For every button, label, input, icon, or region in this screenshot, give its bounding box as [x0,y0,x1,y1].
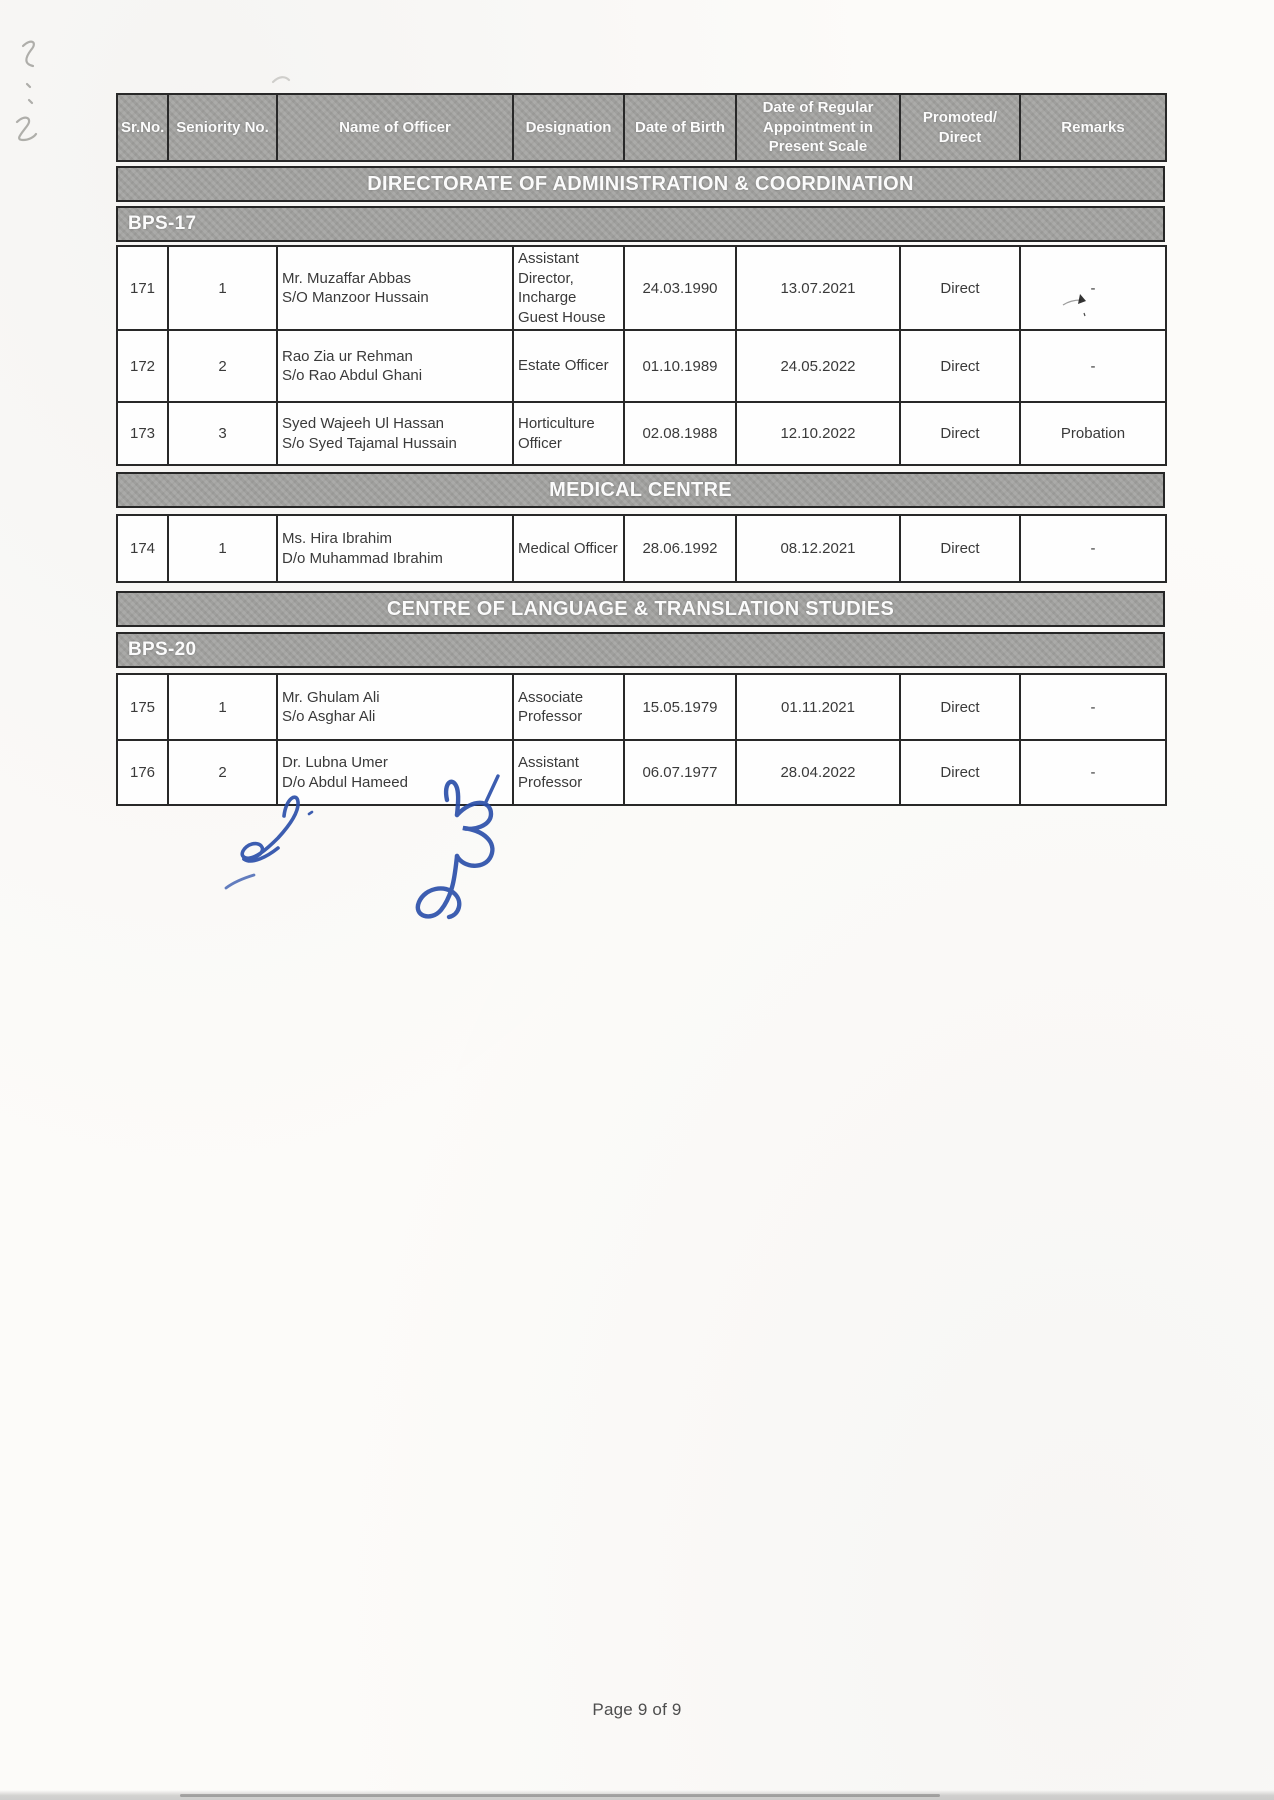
mode-cell: Direct [900,246,1020,330]
officer-name-line1: Ms. Hira Ibrahim [282,530,393,547]
appointment-cell: 12.10.2022 [736,402,900,465]
name-cell [277,402,513,465]
dob-cell: 01.10.1989 [624,330,736,402]
officer-name-line2: D/o Muhammad Ibrahim [282,549,443,567]
appointment-cell: 01.11.2021 [736,674,900,740]
header-remarks: Remarks [1020,94,1166,161]
section-band-bps17: BPS-17 [116,206,1165,242]
remarks-cell: - [1020,740,1166,805]
officer-name-line1: Rao Zia ur Rehman [282,347,413,365]
table-row [117,402,1166,465]
name-cell [277,515,513,582]
header-name-of-officer: Name of Officer [277,94,513,161]
officer-name-line2: S/O Manzoor Hussain [282,289,429,306]
signature-left-icon [220,782,340,897]
appointment-cell: 13.07.2021 [736,246,900,330]
remarks-cell [1020,246,1166,330]
sr-no-cell: 171 [117,246,168,330]
section-band-directorate: DIRECTORATE OF ADMINISTRATION & COORDINATION [116,166,1165,202]
officer-name-line1: Dr. Lubna Umer [282,754,388,771]
sr-no-cell: 174 [117,515,168,582]
officer-name-line1: Mr. Ghulam Ali [282,688,380,706]
table-row [117,674,1166,740]
dob-cell: 24.03.1990 [624,246,736,330]
remarks-value: - [1090,279,1096,297]
table-row [117,330,1166,402]
seniority-cell: 1 [168,674,277,740]
designation-cell: Assistant Professor [513,740,624,805]
seniority-cell: 1 [168,515,277,582]
header-date-of-regular-appointment: Date of Regular Appointment in Present Scale [736,94,900,161]
officer-name-line2: S/o Syed Tajamal Hussain [282,434,457,452]
appointment-cell: 24.05.2022 [736,330,900,402]
seniority-cell: 2 [168,740,277,805]
name-cell [277,330,513,402]
appointment-cell: 08.12.2021 [736,515,900,582]
table-header [116,93,1167,162]
officer-name-line2: S/o Rao Abdul Ghani [282,367,423,384]
remarks-cell: - [1020,674,1166,740]
header-designation: Designation [513,94,624,161]
page-number: Page 9 of 9 [592,1700,682,1719]
officer-name-line2: D/o Abdul Hameed [282,773,408,791]
seniority-cell: 3 [168,402,277,465]
officer-name-line1: Syed Wajeeh Ul Hassan [282,415,445,432]
dob-cell: 28.06.1992 [624,515,736,582]
header-promoted-direct: Promoted/ Direct [900,94,1020,161]
table-row [117,515,1166,582]
seniority-list-table [116,93,1165,806]
mode-cell: Direct [900,740,1020,805]
designation-cell: Medical Officer [513,515,624,582]
mode-cell: Direct [900,330,1020,402]
table-body-directorate [116,245,1167,466]
section-band-medical-centre: MEDICAL CENTRE [116,472,1165,508]
dob-cell: 15.05.1979 [624,674,736,740]
name-cell [277,246,513,330]
scan-edge-artifact [180,1794,940,1797]
sr-no-cell: 175 [117,674,168,740]
section-band-bps20: BPS-20 [116,632,1165,668]
table-row [117,246,1166,330]
designation-cell: Associate Professor [513,674,624,740]
sr-no-cell: 173 [117,402,168,465]
pen-mark-icon [1059,289,1099,319]
remarks-cell: - [1020,330,1166,402]
sr-no-cell: 176 [117,740,168,805]
table-body-medical-centre [116,514,1167,583]
mode-cell: Direct [900,515,1020,582]
officer-name-line1: Mr. Muzaffar Abbas [282,269,411,287]
mode-cell: Direct [900,674,1020,740]
seniority-cell: 1 [168,246,277,330]
header-date-of-birth: Date of Birth [624,94,736,161]
designation-cell: Estate Officer [513,330,624,402]
signature-right-icon [395,770,525,935]
header-seniority-no: Seniority No. [168,94,277,161]
dob-cell: 06.07.1977 [624,740,736,805]
remarks-cell: - [1020,515,1166,582]
designation-cell: Assistant Director, Incharge Guest House [513,246,624,330]
header-sr-no: Sr.No. [117,94,168,161]
section-band-language-centre: CENTRE OF LANGUAGE & TRANSLATION STUDIES [116,591,1165,627]
seniority-cell: 2 [168,330,277,402]
mode-cell: Direct [900,402,1020,465]
appointment-cell: 28.04.2022 [736,740,900,805]
dob-cell: 02.08.1988 [624,402,736,465]
designation-cell: Horticulture Officer [513,402,624,465]
remarks-cell: Probation [1020,402,1166,465]
sr-no-cell: 172 [117,330,168,402]
name-cell [277,674,513,740]
officer-name-line2: S/o Asghar Ali [282,708,376,725]
